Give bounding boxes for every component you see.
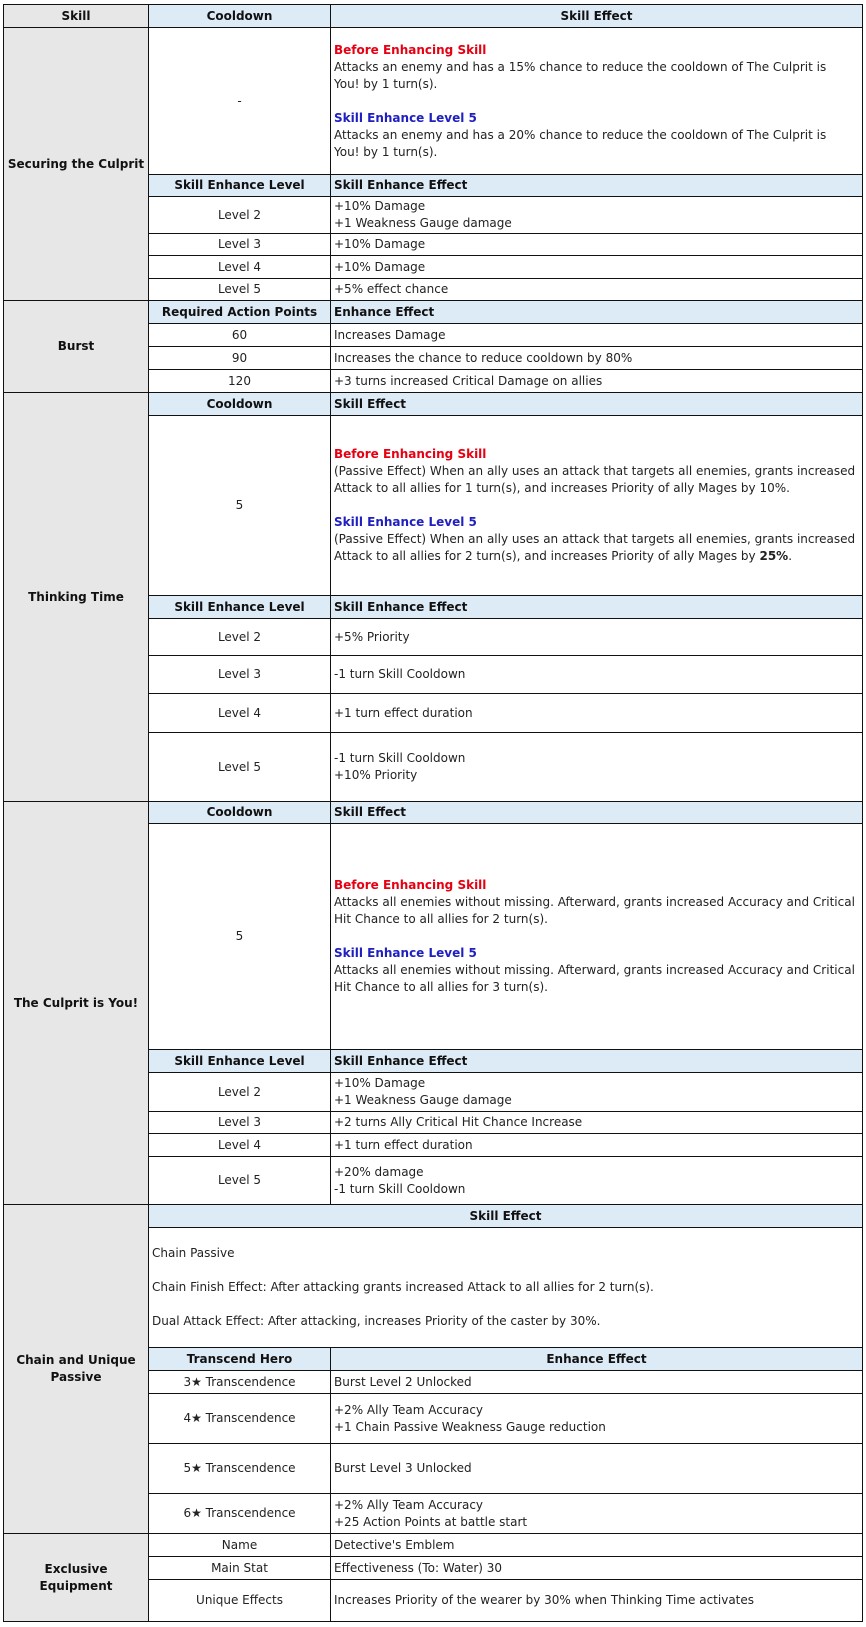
skill-effect-header: Skill Effect: [331, 802, 863, 824]
chain-passive-line: Chain Passive: [152, 1246, 235, 1260]
enhance-level-header: Skill Enhance Level: [149, 1050, 331, 1073]
effect-cell: Burst Level 3 Unlocked: [331, 1444, 863, 1494]
enhance-effect-header: Skill Enhance Effect: [331, 175, 863, 197]
chain-header-row: [4, 1205, 863, 1228]
burst-effect-header: Enhance Effect: [331, 301, 863, 324]
tier-cell: 6★ Transcendence: [149, 1494, 331, 1534]
before-enhancing-label: Before Enhancing Skill: [334, 42, 487, 57]
effect-cell: Increases Damage: [331, 324, 863, 347]
dual-attack-line: Dual Attack Effect: After attacking, increases Priority of the caster by 30%.: [152, 1314, 601, 1328]
effect-cell: [331, 1073, 863, 1112]
level-cell: Level 2: [149, 1073, 331, 1112]
effect-cell: [331, 1494, 863, 1534]
equip-label-cell: Unique Effects: [149, 1580, 331, 1622]
before-enhancing-label: Before Enhancing Skill: [334, 878, 487, 892]
effect-line: -1 turn Skill Cooldown: [334, 1181, 466, 1196]
thinking-cooldown: 5: [149, 416, 331, 596]
header-skill-effect: Skill Effect: [331, 5, 863, 28]
effect-cell: +10% Damage: [331, 234, 863, 256]
effect-cell: +5% effect chance: [331, 279, 863, 301]
level-cell: Level 4: [149, 694, 331, 733]
burst-header-row: [4, 301, 863, 324]
effect-line: +10% Damage: [334, 1076, 426, 1090]
culprit-header-row: [4, 802, 863, 824]
equip-label-cell: Name: [149, 1534, 331, 1557]
thinking-before-line2: Attack to all allies for 1 turn(s), and increases Priority of ally Mages by 10%.: [334, 481, 790, 495]
securing-cooldown: -: [149, 28, 331, 175]
culprit-cooldown: 5: [149, 824, 331, 1050]
securing-effect-row: [4, 28, 863, 175]
securing-effect: [331, 28, 863, 175]
chain-name-line2: Passive: [50, 1370, 102, 1384]
effect-cell: Increases the chance to reduce cooldown by 80%: [331, 347, 863, 370]
level-cell: Level 4: [149, 256, 331, 279]
enhance-level5-label: Skill Enhance Level 5: [334, 515, 477, 529]
enhance-level5-label: Skill Enhance Level 5: [334, 946, 477, 960]
equip-label-cell: Main Stat: [149, 1557, 331, 1580]
level-cell: Level 3: [149, 1112, 331, 1134]
before-enhancing-label: Before Enhancing Skill: [334, 447, 487, 461]
chain-name-line1: Chain and Unique: [16, 1353, 136, 1367]
effect-cell: +1 turn effect duration: [331, 694, 863, 733]
culprit-effect: [331, 824, 863, 1050]
tier-cell: 4★ Transcendence: [149, 1394, 331, 1444]
effect-line: +20% damage: [334, 1164, 424, 1179]
enhance-effect-header: Skill Enhance Effect: [331, 1050, 863, 1073]
level-cell: Level 5: [149, 1157, 331, 1205]
thinking-header-row: [4, 393, 863, 416]
enhance-level-header: Skill Enhance Level: [149, 596, 331, 619]
effect-line: +1 Chain Passive Weakness Gauge reduction: [334, 1419, 606, 1434]
thinking-after-line1: (Passive Effect) When an ally uses an attack that targets all enemies, grants increased: [334, 532, 856, 546]
level-cell: Level 2: [149, 197, 331, 234]
effect-line: +10% Damage: [334, 199, 426, 213]
thinking-effect: [331, 416, 863, 596]
skill-name-securing: Securing the Culprit: [4, 28, 149, 301]
level-cell: Level 5: [149, 279, 331, 301]
effect-line: +1 Weakness Gauge damage: [334, 1093, 512, 1107]
bold-value: 25%: [759, 549, 789, 563]
transcend-effect-header: Enhance Effect: [331, 1348, 863, 1371]
skill-effect-header: Skill Effect: [331, 393, 863, 416]
equip-value-cell: Effectiveness (To: Water) 30: [331, 1557, 863, 1580]
chain-finish-line: Chain Finish Effect: After attacking grants increased Attack to all allies for 2 turn(s).: [152, 1280, 654, 1294]
chain-effect: [149, 1228, 863, 1348]
level-cell: Level 3: [149, 234, 331, 256]
effect-cell: +2 turns Ally Critical Hit Chance Increase: [331, 1112, 863, 1134]
text: .: [788, 549, 793, 563]
skill-name-culprit: The Culprit is You!: [4, 802, 149, 1205]
thinking-before-line1: (Passive Effect) When an ally uses an attack that targets all enemies, grants increased: [334, 464, 856, 478]
effect-cell: +1 turn effect duration: [331, 1134, 863, 1157]
effect-cell: [331, 197, 863, 234]
burst-points-header: Required Action Points: [149, 301, 331, 324]
effect-cell: Burst Level 2 Unlocked: [331, 1371, 863, 1394]
cooldown-header: Cooldown: [149, 802, 331, 824]
effect-line: +1 Weakness Gauge damage: [334, 216, 512, 230]
effect-cell: -1 turn Skill Cooldown: [331, 656, 863, 694]
securing-after-line2: You! by 1 turn(s).: [334, 144, 438, 159]
enhance-effect-header: Skill Enhance Effect: [331, 596, 863, 619]
effect-cell: +3 turns increased Critical Damage on allies: [331, 370, 863, 393]
header-cooldown: Cooldown: [149, 5, 331, 28]
effect-line: +2% Ally Team Accuracy: [334, 1402, 484, 1417]
skill-table: [3, 4, 863, 1622]
points-cell: 60: [149, 324, 331, 347]
effect-cell: [331, 1394, 863, 1444]
equip-value-cell: Increases Priority of the wearer by 30% when Thinking Time activates: [331, 1580, 863, 1622]
skill-name-burst: Burst: [4, 301, 149, 393]
header-skill: Skill: [4, 5, 149, 28]
securing-before-line2: You! by 1 turn(s).: [334, 76, 438, 91]
skill-name-equipment: Exclusive Equipment: [4, 1534, 149, 1622]
level-cell: Level 2: [149, 619, 331, 656]
effect-cell: +10% Damage: [331, 256, 863, 279]
cooldown-header: Cooldown: [149, 393, 331, 416]
level-cell: Level 5: [149, 733, 331, 802]
skill-name-thinking: Thinking Time: [4, 393, 149, 802]
culprit-before-line2: Hit Chance to all allies for 2 turn(s).: [334, 912, 548, 926]
table-header-row: [4, 5, 863, 28]
culprit-before-line1: Attacks all enemies without missing. Afterward, grants increased Accuracy and Critical: [334, 895, 855, 909]
effect-line: +10% Priority: [334, 768, 418, 782]
tier-cell: 5★ Transcendence: [149, 1444, 331, 1494]
culprit-after-line1: Attacks all enemies without missing. Afterward, grants increased Accuracy and Critical: [334, 963, 855, 977]
points-cell: 120: [149, 370, 331, 393]
level-cell: Level 3: [149, 656, 331, 694]
effect-line: -1 turn Skill Cooldown: [334, 751, 466, 765]
enhance-level5-label: Skill Enhance Level 5: [334, 110, 477, 125]
securing-after-line1: Attacks an enemy and has a 20% chance to reduce the cooldown of The Culprit is: [334, 127, 827, 142]
level-cell: Level 4: [149, 1134, 331, 1157]
securing-before-line1: Attacks an enemy and has a 15% chance to reduce the cooldown of The Culprit is: [334, 59, 827, 74]
thinking-after-line2: [334, 548, 859, 565]
effect-cell: [331, 733, 863, 802]
transcend-hero-header: Transcend Hero: [149, 1348, 331, 1371]
tier-cell: 3★ Transcendence: [149, 1371, 331, 1394]
culprit-after-line2: Hit Chance to all allies for 3 turn(s).: [334, 980, 548, 994]
skill-name-chain: [4, 1205, 149, 1534]
enhance-level-header: Skill Enhance Level: [149, 175, 331, 197]
effect-cell: +5% Priority: [331, 619, 863, 656]
effect-line: +25 Action Points at battle start: [334, 1514, 528, 1529]
chain-effect-header: Skill Effect: [149, 1205, 863, 1228]
effect-cell: [331, 1157, 863, 1205]
text: Attack to all allies for 2 turn(s), and increases Priority of ally Mages by: [334, 549, 760, 563]
effect-line: +2% Ally Team Accuracy: [334, 1497, 484, 1512]
equip-value-cell: Detective's Emblem: [331, 1534, 863, 1557]
table-row: [4, 1534, 863, 1557]
points-cell: 90: [149, 347, 331, 370]
